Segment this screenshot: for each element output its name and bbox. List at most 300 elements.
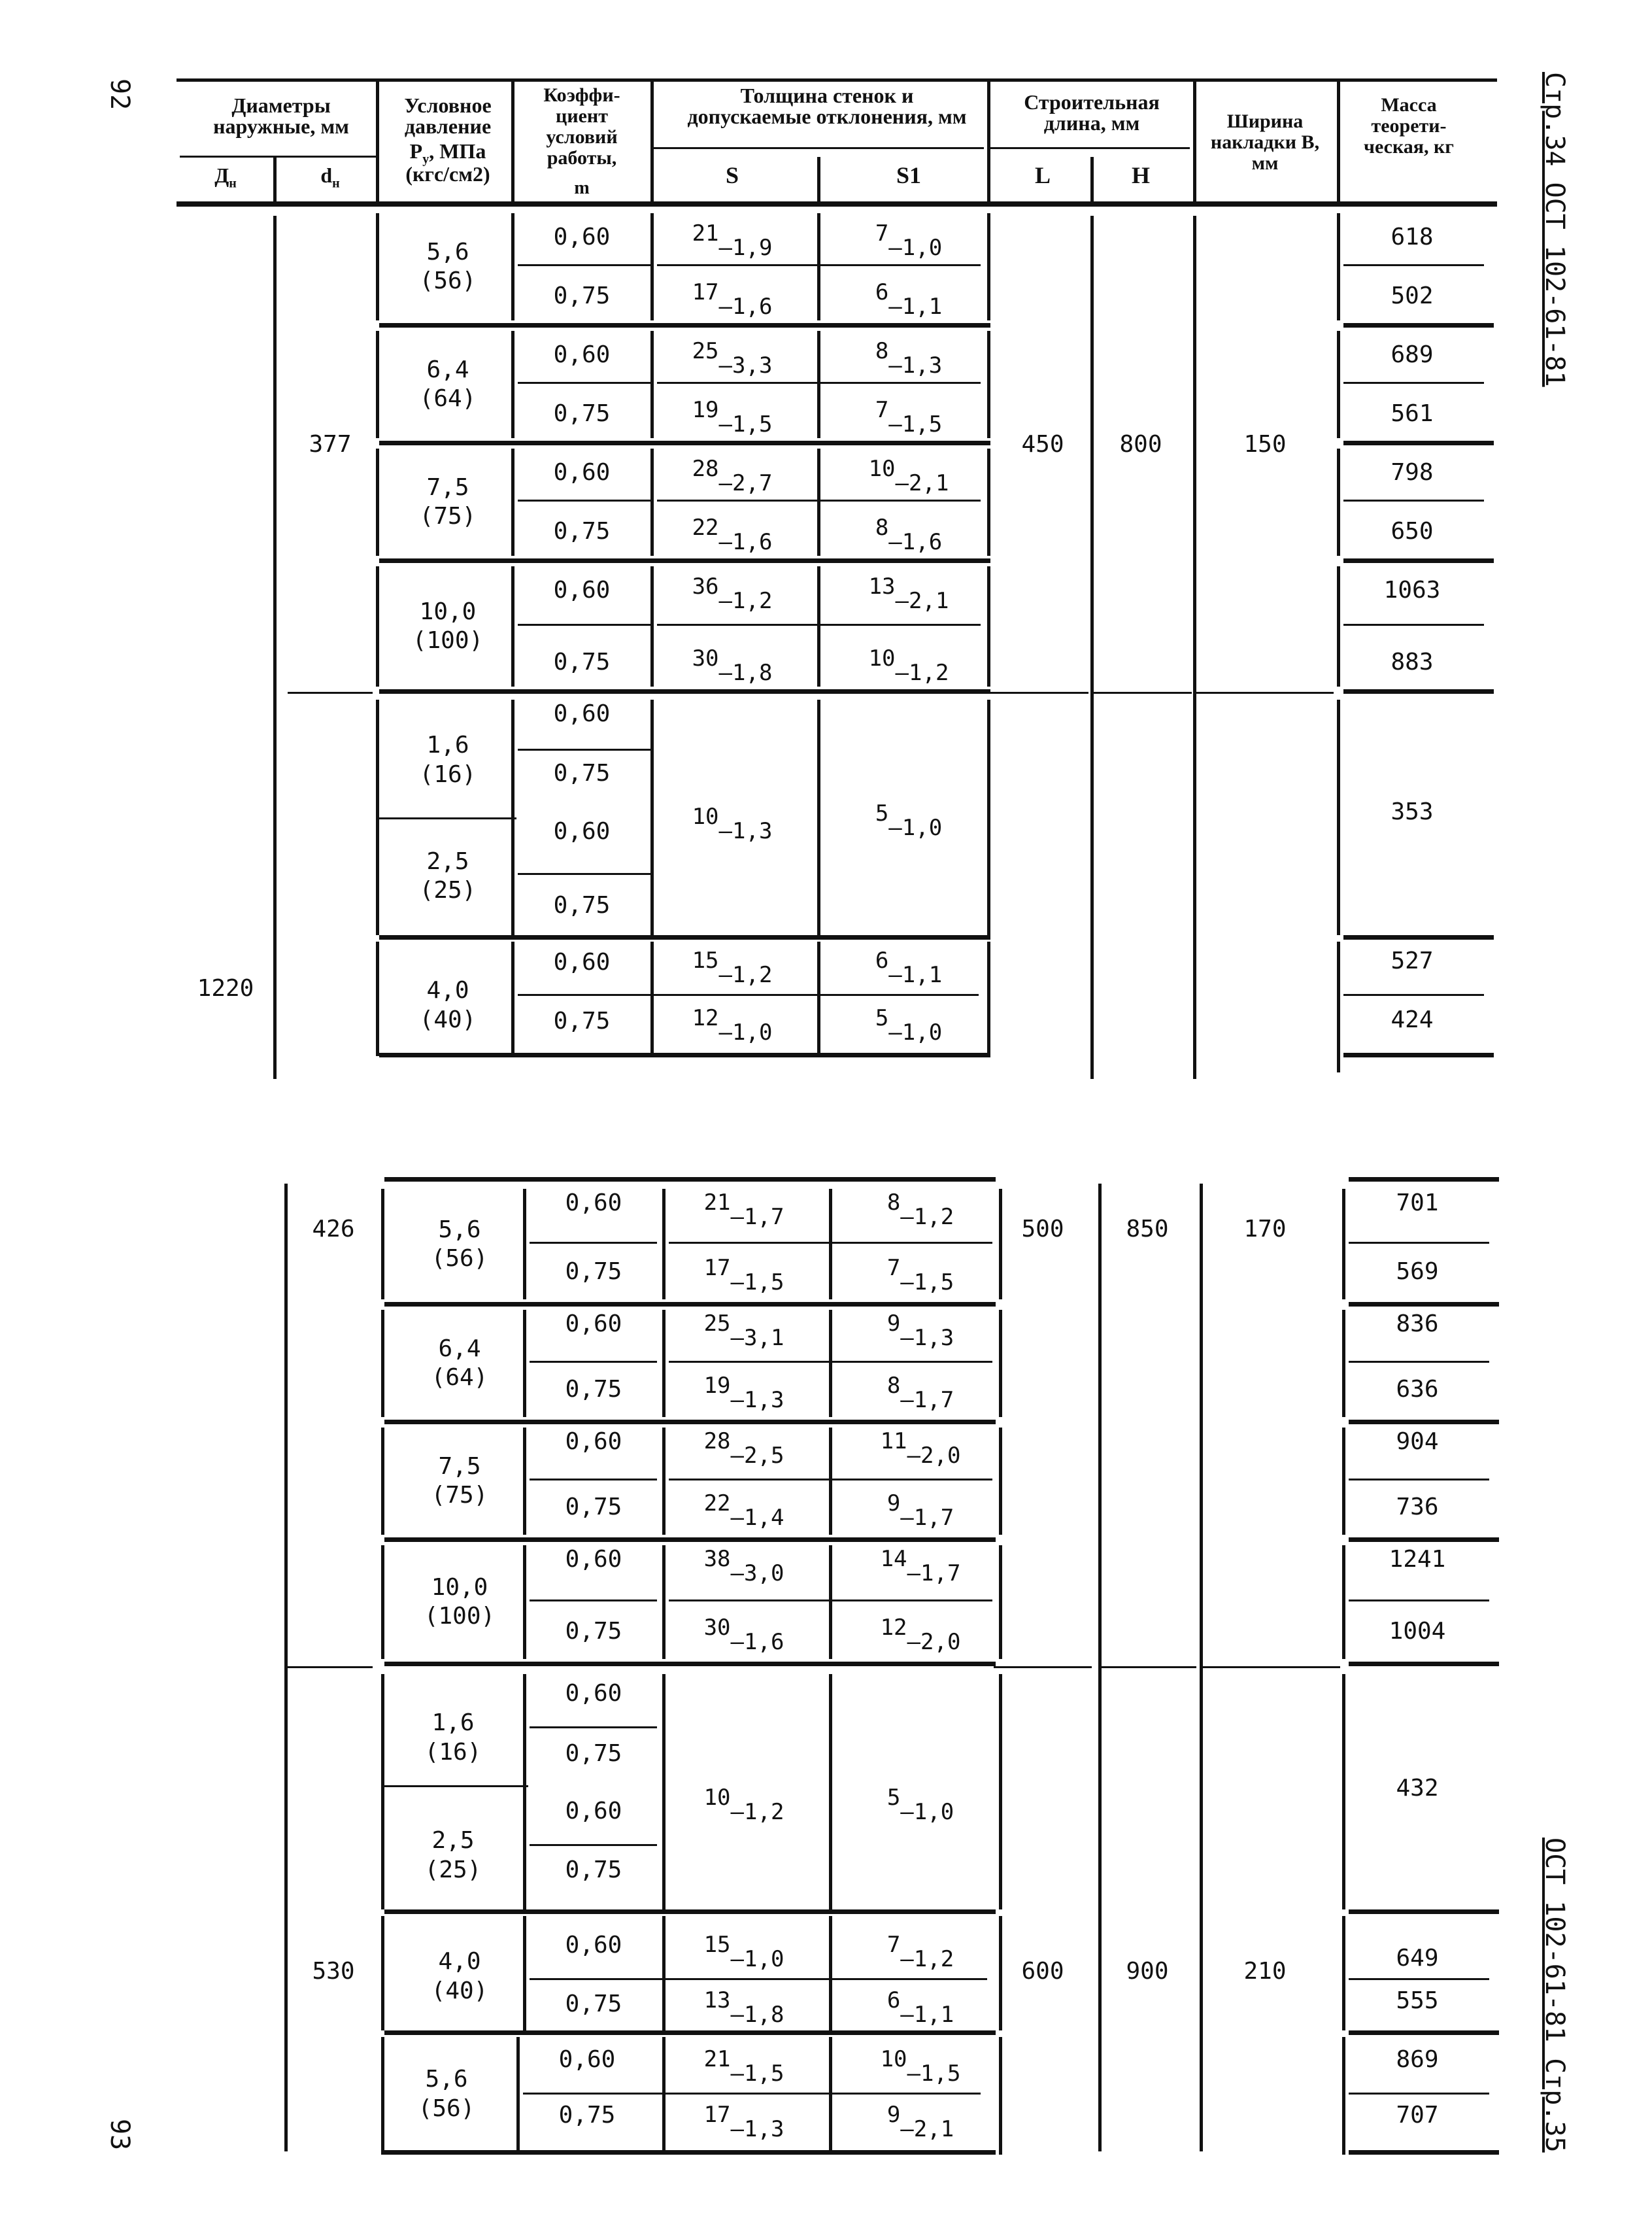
wall-s-value — [692, 281, 773, 318]
pressure-value: 1,6 — [426, 732, 469, 759]
wall-s-value — [704, 1492, 784, 1529]
divider — [817, 566, 820, 687]
coefficient-value: 0,75 — [565, 1494, 622, 1520]
divider — [817, 331, 820, 438]
cell-split — [1098, 1666, 1196, 1668]
mass-value: 353 — [1391, 798, 1434, 825]
coefficient-value: 0,60 — [553, 341, 611, 368]
wall-s-value-tolerance: –3,1 — [730, 1325, 784, 1351]
mass-value: 636 — [1396, 1376, 1439, 1403]
header-coefficient-symbol: m — [574, 178, 590, 198]
header-width: Ширина накладки В, мм — [1210, 111, 1320, 174]
cell-split — [379, 817, 516, 819]
cell-split — [1343, 264, 1484, 266]
cell-split — [518, 500, 652, 502]
wall-s1-value-tolerance: –1,5 — [888, 411, 943, 437]
header-H: H — [1131, 162, 1151, 188]
wall-s-value — [704, 1312, 784, 1349]
coefficient-value: 0,60 — [565, 1932, 622, 1959]
divider — [1337, 213, 1340, 320]
wall-s-value-base: 21 — [703, 2046, 731, 2072]
inner-diameter-value: 530 — [312, 1958, 355, 1985]
wall-s-value-tolerance: –1,0 — [730, 1946, 784, 1972]
divider — [829, 1428, 832, 1535]
wall-s1-value — [887, 1375, 954, 1411]
divider — [999, 1189, 1002, 1299]
divider — [376, 700, 379, 935]
coefficient-value: 0,60 — [565, 1680, 622, 1707]
wall-s-value — [704, 1934, 784, 1970]
divider — [381, 1545, 384, 1659]
wall-s1-value-base: 6 — [875, 948, 889, 974]
header-diameters: Диаметры наружные, мм — [213, 94, 349, 138]
wall-s-value-tolerance: –1,9 — [718, 235, 773, 261]
block-rule — [379, 935, 990, 940]
divider — [511, 942, 514, 1056]
coefficient-value: 0,75 — [558, 2102, 616, 2129]
divider — [817, 213, 820, 320]
cell-split — [530, 1844, 657, 1846]
pressure-value: 6,4 — [426, 356, 469, 383]
pressure-value: 4,0 — [426, 977, 469, 1004]
header-divider — [511, 82, 514, 203]
cell-split — [288, 1666, 373, 1668]
divider — [999, 1310, 1002, 1417]
wall-s-value — [704, 1617, 784, 1653]
coefficient-value: 0,60 — [565, 1310, 622, 1337]
pressure-value: 2,5 — [426, 848, 469, 875]
wall-s-value-base: 28 — [692, 456, 719, 482]
wall-s-value — [704, 1548, 784, 1584]
wall-s1-value-tolerance: –1,0 — [900, 1799, 954, 1825]
mass-value: 904 — [1396, 1428, 1439, 1455]
wall-s-value-base: 19 — [692, 397, 719, 423]
block-rule — [379, 689, 990, 694]
wall-s1-value — [887, 1934, 954, 1970]
wall-s1-value-base: 8 — [886, 1189, 901, 1216]
divider — [511, 449, 514, 556]
header-mass: Масса теорети- ческая, кг — [1364, 94, 1454, 158]
wall-s-value-tolerance: –3,0 — [730, 1560, 784, 1586]
divider — [1342, 1674, 1345, 1909]
wall-s1-value-tolerance: –1,2 — [900, 1204, 954, 1230]
wall-s1-value-base: 10 — [880, 2046, 907, 2072]
wall-s-value-tolerance: –1,2 — [718, 962, 773, 988]
cell-split — [1349, 1978, 1489, 1980]
divider — [1098, 1184, 1102, 2151]
divider — [523, 1310, 526, 1417]
header-divider — [987, 82, 990, 203]
pressure-value: 5,6 — [438, 1216, 481, 1243]
divider — [999, 1674, 1002, 1909]
length-H-value: 800 — [1119, 431, 1162, 458]
length-H-value: 900 — [1126, 1958, 1169, 1985]
wall-s1-value-tolerance: –1,0 — [888, 1019, 943, 1046]
block-rule — [1349, 1537, 1499, 1542]
cell-split — [1349, 1479, 1489, 1480]
wall-s1-value-tolerance: –1,0 — [888, 815, 943, 841]
mass-value: 798 — [1391, 459, 1434, 486]
wall-s-value-base: 17 — [703, 1255, 731, 1281]
wall-s1-value-tolerance: –2,1 — [895, 588, 949, 614]
wall-s1-value — [869, 647, 949, 684]
block-rule — [384, 1909, 996, 1914]
block-rule — [1349, 1302, 1499, 1307]
header-top-rule — [177, 78, 1497, 82]
coefficient-value: 0,60 — [565, 1428, 622, 1455]
wall-s1-value-tolerance: –1,7 — [900, 1387, 954, 1413]
wall-s1-value-tolerance: –1,1 — [888, 294, 943, 320]
cell-split — [1349, 1361, 1489, 1363]
cell-split — [518, 994, 979, 996]
mass-value: 701 — [1396, 1189, 1439, 1216]
wall-s-value-tolerance: –1,3 — [730, 2116, 784, 2142]
divider — [662, 1916, 666, 2030]
cell-split — [1343, 382, 1484, 384]
wall-s1-value-tolerance: –2,1 — [900, 2116, 954, 2142]
coefficient-value: 0,60 — [553, 949, 611, 976]
wall-s-value — [704, 1430, 784, 1467]
wall-s1-value-base: 14 — [880, 1546, 907, 1572]
wall-s1-value-base: 6 — [875, 279, 889, 305]
pressure-kgs-value: (56) — [419, 267, 477, 294]
wall-s1-value-base: 9 — [886, 1490, 901, 1516]
divider — [376, 566, 379, 687]
divider — [381, 1310, 384, 1417]
wall-s1-value-base: 7 — [886, 1932, 901, 1958]
block-rule — [1349, 1420, 1499, 1424]
wall-s-value-tolerance: –1,3 — [718, 818, 773, 844]
wall-s-value-base: 10 — [692, 804, 719, 830]
wall-s1-value-tolerance: –1,2 — [895, 660, 949, 686]
wall-s-value — [692, 340, 773, 377]
divider — [284, 1184, 288, 2151]
header-dn-small: $d_н$ — [320, 163, 340, 191]
pressure-value: 7,5 — [438, 1453, 481, 1480]
divider — [1337, 942, 1340, 1072]
divider — [381, 1916, 384, 2030]
pressure-value: 2,5 — [431, 1827, 475, 1854]
divider — [1342, 2037, 1345, 2155]
wall-s1-value-tolerance: –1,7 — [900, 1505, 954, 1531]
coefficient-value: 0,75 — [565, 1991, 622, 2017]
wall-s-value-base: 15 — [703, 1932, 731, 1958]
wall-s-value-tolerance: –1,2 — [718, 588, 773, 614]
mass-value: 561 — [1391, 400, 1434, 427]
wall-s-value — [692, 1007, 773, 1044]
coefficient-value: 0,75 — [553, 760, 611, 787]
wall-s-value-tolerance: –1,7 — [730, 1204, 784, 1230]
block-rule — [384, 1662, 996, 1666]
wall-s-value — [704, 1787, 784, 1823]
divider — [650, 331, 654, 438]
wall-s1-value — [875, 802, 942, 839]
cell-split — [523, 2093, 981, 2095]
wall-s1-value — [887, 1989, 954, 2026]
coefficient-value: 0,60 — [558, 2046, 616, 2073]
wall-s1-value — [887, 1191, 954, 1228]
wall-s-value-base: 19 — [703, 1373, 731, 1399]
block-rule — [379, 558, 990, 563]
pressure-kgs-value: (56) — [431, 1244, 488, 1272]
coefficient-value: 0,60 — [565, 1546, 622, 1573]
wall-s1-value-base: 10 — [868, 456, 896, 482]
header-wall-split — [654, 147, 984, 149]
wall-s1-value — [881, 1548, 961, 1584]
wall-s1-value-base: 9 — [886, 1310, 901, 1337]
wall-s-value-base: 13 — [703, 1987, 731, 2013]
coefficient-value: 0,75 — [565, 1258, 622, 1285]
wall-s-value-base: 25 — [692, 338, 719, 364]
wall-s-value — [692, 647, 773, 684]
wall-s-value-tolerance: –2,7 — [718, 470, 773, 496]
header-pressure-unit: $Р_у$, МПа — [409, 139, 486, 167]
pressure-kgs-value: (25) — [424, 1856, 482, 1883]
block-rule — [384, 1420, 996, 1424]
divider — [829, 1916, 832, 2030]
divider — [817, 942, 820, 1056]
wall-s-value-tolerance: –1,6 — [730, 1629, 784, 1655]
length-L-value: 500 — [1021, 1216, 1064, 1242]
wall-s-value-base: 10 — [703, 1785, 731, 1811]
wall-s-value-tolerance: –1,6 — [718, 529, 773, 555]
divider — [1193, 216, 1196, 1079]
wall-s1-value — [887, 2104, 954, 2140]
coefficient-value: 0,75 — [553, 518, 611, 545]
header-s1: S1 — [896, 162, 922, 188]
coefficient-value: 0,75 — [553, 400, 611, 427]
coefficient-value: 0,60 — [553, 700, 611, 727]
wall-s-value-base: 17 — [692, 279, 719, 305]
wall-s1-value — [869, 458, 949, 494]
wall-s1-value — [869, 575, 949, 612]
divider — [1337, 566, 1340, 687]
wall-s1-value-tolerance: –1,1 — [900, 2002, 954, 2028]
page-ref-bottom: ОСТ 102-61-81 Стр.35 — [1540, 1838, 1570, 2153]
divider — [987, 449, 990, 556]
header-divider — [1090, 157, 1094, 203]
wall-s1-value-base: 7 — [886, 1255, 901, 1281]
wall-s1-value-tolerance: –1,0 — [888, 235, 943, 261]
wall-s1-value-base: 7 — [875, 397, 889, 423]
wall-s-value-tolerance: –1,5 — [730, 2061, 784, 2087]
block-rule — [384, 2150, 996, 2155]
divider — [511, 566, 514, 687]
cell-split — [1196, 692, 1334, 694]
cell-split — [518, 749, 652, 751]
wall-s1-value-base: 5 — [875, 1005, 889, 1031]
divider — [650, 566, 654, 687]
pressure-kgs-value: (16) — [419, 761, 477, 788]
mass-value: 432 — [1396, 1775, 1439, 1802]
wall-s1-value — [875, 281, 942, 318]
header-divider — [376, 82, 379, 203]
divider — [523, 1189, 526, 1299]
wall-s-value-tolerance: –1,3 — [730, 1387, 784, 1413]
divider — [523, 1428, 526, 1535]
wall-s-value-base: 30 — [703, 1615, 731, 1641]
divider — [987, 331, 990, 438]
block-rule — [1349, 1177, 1499, 1182]
mass-value: 836 — [1396, 1310, 1439, 1337]
pressure-kgs-value: (100) — [424, 1603, 496, 1630]
divider — [987, 700, 990, 935]
page-number-right: 93 — [105, 2119, 135, 2151]
mass-value: 424 — [1391, 1006, 1434, 1033]
divider — [381, 2037, 384, 2155]
pressure-kgs-value: (64) — [419, 385, 477, 412]
cell-split — [518, 382, 652, 384]
divider — [987, 942, 990, 1056]
divider — [381, 1189, 384, 1299]
mass-value: 650 — [1391, 518, 1434, 545]
divider — [817, 449, 820, 556]
cell-split — [288, 692, 373, 694]
header-s: S — [725, 162, 739, 188]
wall-s-value-tolerance: –1,8 — [730, 2002, 784, 2028]
coefficient-value: 0,75 — [565, 1376, 622, 1403]
header-divider — [817, 157, 820, 203]
divider — [662, 1189, 666, 1299]
block-rule — [384, 1537, 996, 1542]
wall-s1-value — [881, 1617, 961, 1653]
wall-s1-value — [887, 1257, 954, 1293]
mass-value: 689 — [1391, 341, 1434, 368]
length-H-value: 850 — [1126, 1216, 1169, 1242]
wall-s1-value-tolerance: –2,0 — [907, 1629, 961, 1655]
wall-s1-value-base: 8 — [875, 338, 889, 364]
cell-split — [990, 692, 1088, 694]
header-divider — [650, 82, 654, 203]
divider — [829, 1545, 832, 1659]
coefficient-value: 0,75 — [553, 282, 611, 309]
wall-s-value-base: 21 — [703, 1189, 731, 1216]
wall-s1-value — [875, 340, 942, 377]
divider — [523, 1916, 526, 2030]
block-rule — [1349, 1662, 1499, 1666]
divider — [376, 213, 379, 320]
cell-split — [384, 1785, 528, 1787]
width-B-value: 150 — [1243, 431, 1287, 458]
cell-split — [518, 873, 652, 875]
pressure-value: 6,4 — [438, 1335, 481, 1362]
wall-s-value-base: 22 — [692, 515, 719, 541]
divider — [376, 449, 379, 556]
wall-s-value — [692, 399, 773, 436]
coefficient-value: 0,75 — [565, 1618, 622, 1645]
wall-s-value-tolerance: –2,5 — [730, 1443, 784, 1469]
wall-s1-value-base: 7 — [875, 220, 889, 247]
inner-diameter-value: 426 — [312, 1216, 355, 1242]
divider — [1342, 1916, 1345, 2030]
wall-s-value-base: 36 — [692, 573, 719, 600]
coefficient-value: 0,60 — [565, 1189, 622, 1216]
pressure-kgs-value: (75) — [431, 1482, 488, 1509]
wall-s-value — [704, 2104, 784, 2140]
divider — [376, 942, 379, 1056]
cell-split — [1343, 500, 1484, 502]
mass-value: 1004 — [1389, 1618, 1446, 1645]
pressure-kgs-value: (40) — [431, 1977, 488, 2004]
wall-s1-value — [887, 1787, 954, 1823]
divider — [650, 449, 654, 556]
pressure-value: 1,6 — [431, 1709, 475, 1736]
wall-s-value-base: 21 — [692, 220, 719, 247]
cell-split — [518, 264, 652, 266]
width-B-value: 170 — [1243, 1216, 1287, 1242]
coefficient-value: 0,60 — [553, 818, 611, 845]
wall-s-value-tolerance: –1,0 — [718, 1019, 773, 1046]
divider — [662, 2037, 666, 2155]
cell-split — [518, 624, 652, 626]
header-divider — [1193, 82, 1196, 203]
coefficient-value: 0,75 — [553, 649, 611, 676]
pressure-kgs-value: (40) — [419, 1006, 477, 1033]
block-rule — [384, 1177, 996, 1182]
pressure-kgs-value: (56) — [418, 2095, 475, 2122]
wall-s1-value-tolerance: –1,7 — [907, 1560, 961, 1586]
wall-s-value — [704, 1257, 784, 1293]
wall-s-value-tolerance: –3,3 — [718, 352, 773, 379]
mass-value: 869 — [1396, 2046, 1439, 2073]
divider — [987, 566, 990, 687]
divider — [987, 213, 990, 320]
header-length: Строительная длина, мм — [1024, 90, 1160, 135]
wall-s1-value-tolerance: –1,1 — [888, 962, 943, 988]
wall-s-value-tolerance: –1,6 — [718, 294, 773, 320]
wall-s-value-base: 17 — [703, 2102, 731, 2128]
mass-value: 618 — [1391, 224, 1434, 250]
cell-split — [1343, 994, 1484, 996]
wall-s1-value-base: 8 — [886, 1373, 901, 1399]
divider — [829, 1189, 832, 1299]
block-rule — [379, 441, 990, 445]
divider — [662, 1674, 666, 1909]
wall-s-value — [704, 1191, 784, 1228]
coefficient-value: 0,75 — [553, 1008, 611, 1035]
outer-diameter-value: 1220 — [197, 975, 254, 1002]
header-diam-split — [180, 156, 376, 158]
wall-s1-value — [887, 1312, 954, 1349]
divider — [662, 1428, 666, 1535]
divider — [662, 1545, 666, 1659]
wall-s1-value — [881, 1430, 961, 1467]
divider — [999, 1916, 1002, 2030]
pressure-kgs-value: (16) — [424, 1739, 482, 1766]
wall-s1-value-base: 12 — [880, 1615, 907, 1641]
wall-s-value-base: 25 — [703, 1310, 731, 1337]
coefficient-value: 0,75 — [565, 1856, 622, 1883]
wall-s-value — [704, 1989, 784, 2026]
wall-s-value — [692, 806, 773, 842]
cell-split — [530, 1600, 657, 1601]
divider — [650, 700, 654, 935]
wall-s1-value — [875, 399, 942, 436]
cell-split — [1349, 2093, 1489, 2095]
divider — [829, 2037, 832, 2155]
pressure-value: 5,6 — [425, 2066, 468, 2093]
wall-s-value — [704, 1375, 784, 1411]
cell-split — [1349, 1600, 1489, 1601]
divider — [511, 213, 514, 320]
header-pressure-kgs: (кгс/см2) — [405, 162, 490, 186]
wall-s1-value-base: 5 — [886, 1785, 901, 1811]
header-wall-thickness: Толщина стенок и допускаемые отклонения, мм — [687, 84, 967, 128]
wall-s1-value-tolerance: –1,6 — [888, 529, 943, 555]
wall-s1-value-tolerance: –1,3 — [900, 1325, 954, 1351]
divider — [273, 216, 277, 1079]
mass-value: 569 — [1396, 1258, 1439, 1285]
